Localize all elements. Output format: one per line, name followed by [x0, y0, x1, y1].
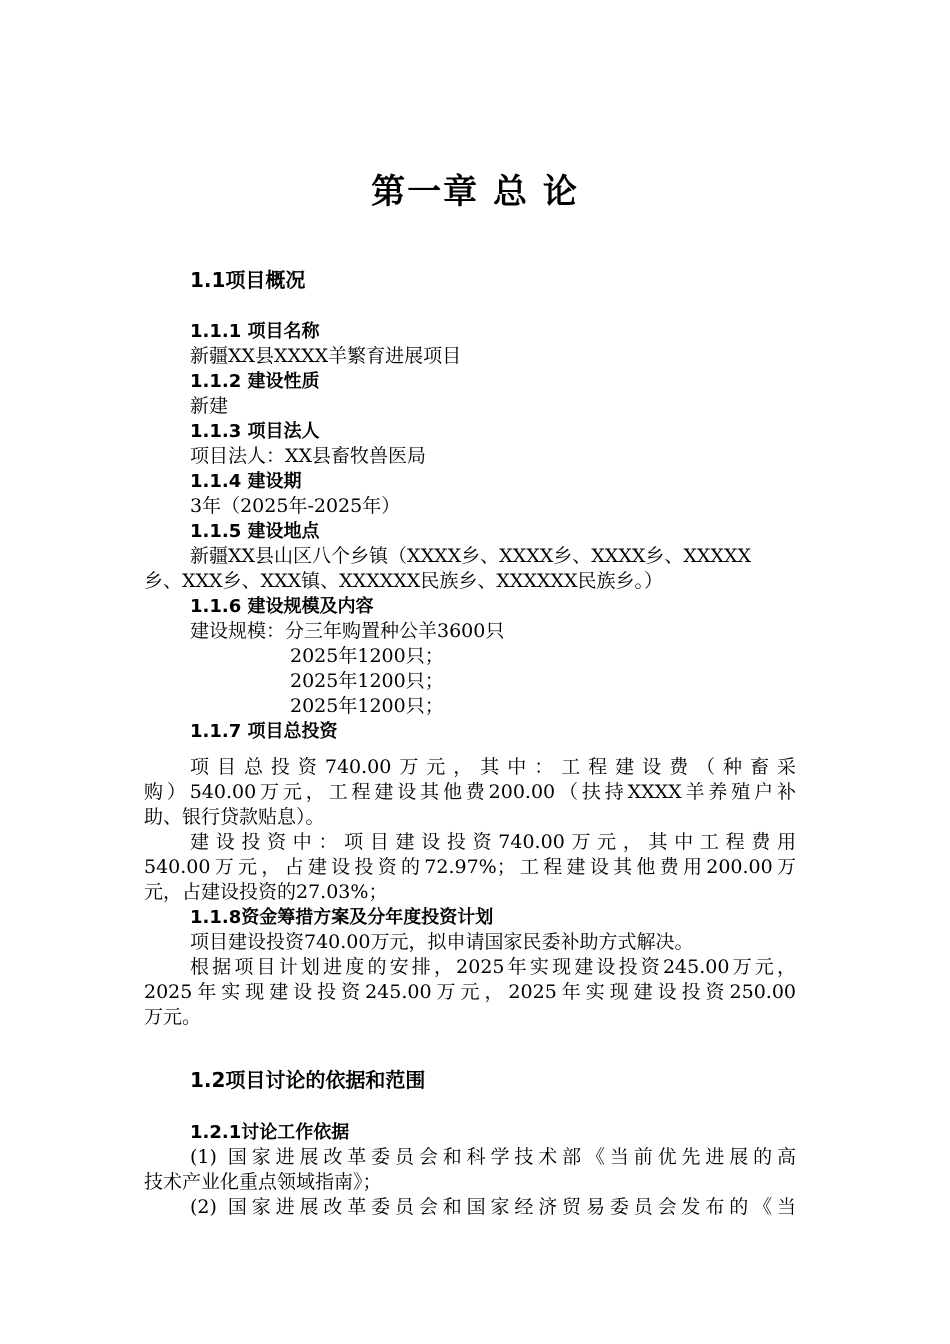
location-text-line-2: 乡、XXX乡、XXX镇、XXXXXX民族乡、XXXXXX民族乡。）: [144, 570, 663, 592]
basis-item-1-line-1: (1) 国家进展改革委员会和科学技术部《当前优先进展的高: [190, 1146, 796, 1168]
subsection-heading-1-1-2: 1.1.2 建设性质: [190, 371, 320, 392]
chapter-title: 第一章 总 论: [371, 172, 579, 212]
scale-year-2: 2025年1200只；: [290, 670, 444, 692]
construction-nature-text: 新建: [190, 395, 229, 417]
basis-item-1-line-2: 技术产业化重点领域指南》；: [144, 1171, 382, 1193]
investment-paragraph-1-line-3: 助、银行贷款贴息）。: [144, 806, 325, 828]
subsection-heading-1-1-8: 1.1.8资金筹措方案及分年度投资计划: [190, 907, 494, 928]
subsection-heading-1-1-1: 1.1.1 项目名称: [190, 321, 320, 342]
section-heading-1-2: 1.2项目讨论的依据和范围: [190, 1068, 426, 1092]
location-text-line-1: 新疆XX县山区八个乡镇（XXXX乡、XXXX乡、XXXX乡、XXXXX: [190, 545, 752, 567]
scale-year-3: 2025年1200只；: [290, 695, 444, 717]
scale-text: 建设规模：分三年购置种公羊3600只: [190, 620, 505, 642]
funding-paragraph-1: 项目建设投资740.00万元，拟申请国家民委补助方式解决。: [190, 931, 694, 953]
subsection-heading-1-1-7: 1.1.7 项目总投资: [190, 721, 338, 742]
investment-paragraph-2-line-2: 540.00万元，占建设投资的72.97%；工程建设其他费用200.00万: [144, 856, 796, 878]
legal-person-text: 项目法人：XX县畜牧兽医局: [190, 445, 427, 467]
subsection-heading-1-1-3: 1.1.3 项目法人: [190, 421, 320, 442]
subsection-heading-1-2-1: 1.2.1讨论工作依据: [190, 1122, 350, 1143]
basis-item-2-line-1: (2) 国家进展改革委员会和国家经济贸易委员会发布的《当: [190, 1196, 796, 1218]
funding-paragraph-2-line-3: 万元。: [144, 1006, 202, 1028]
subsection-heading-1-1-6: 1.1.6 建设规模及内容: [190, 596, 374, 617]
project-name-text: 新疆XX县XXXX羊繁育进展项目: [190, 345, 462, 367]
investment-paragraph-1-line-2: 购）540.00万元，工程建设其他费200.00（扶持XXXX羊养殖户补: [144, 781, 796, 803]
investment-paragraph-2-line-1: 建设投资中：项目建设投资740.00万元，其中工程费用: [190, 831, 796, 853]
construction-period-text: 3年（2025年-2025年）: [190, 495, 401, 517]
subsection-heading-1-1-4: 1.1.4 建设期: [190, 471, 302, 492]
investment-paragraph-1-line-1: 项目总投资740.00万元，其中：工程建设费（种畜采: [190, 756, 796, 778]
subsection-heading-1-1-5: 1.1.5 建设地点: [190, 521, 320, 542]
investment-paragraph-2-line-3: 元，占建设投资的27.03%；: [144, 881, 388, 903]
funding-paragraph-2-line-1: 根据项目计划进度的安排，2025年实现建设投资245.00万元，: [190, 956, 796, 978]
scale-year-1: 2025年1200只；: [290, 645, 444, 667]
funding-paragraph-2-line-2: 2025年实现建设投资245.00万元，2025年实现建设投资250.00: [144, 981, 796, 1003]
section-heading-1-1: 1.1项目概况: [190, 268, 306, 292]
